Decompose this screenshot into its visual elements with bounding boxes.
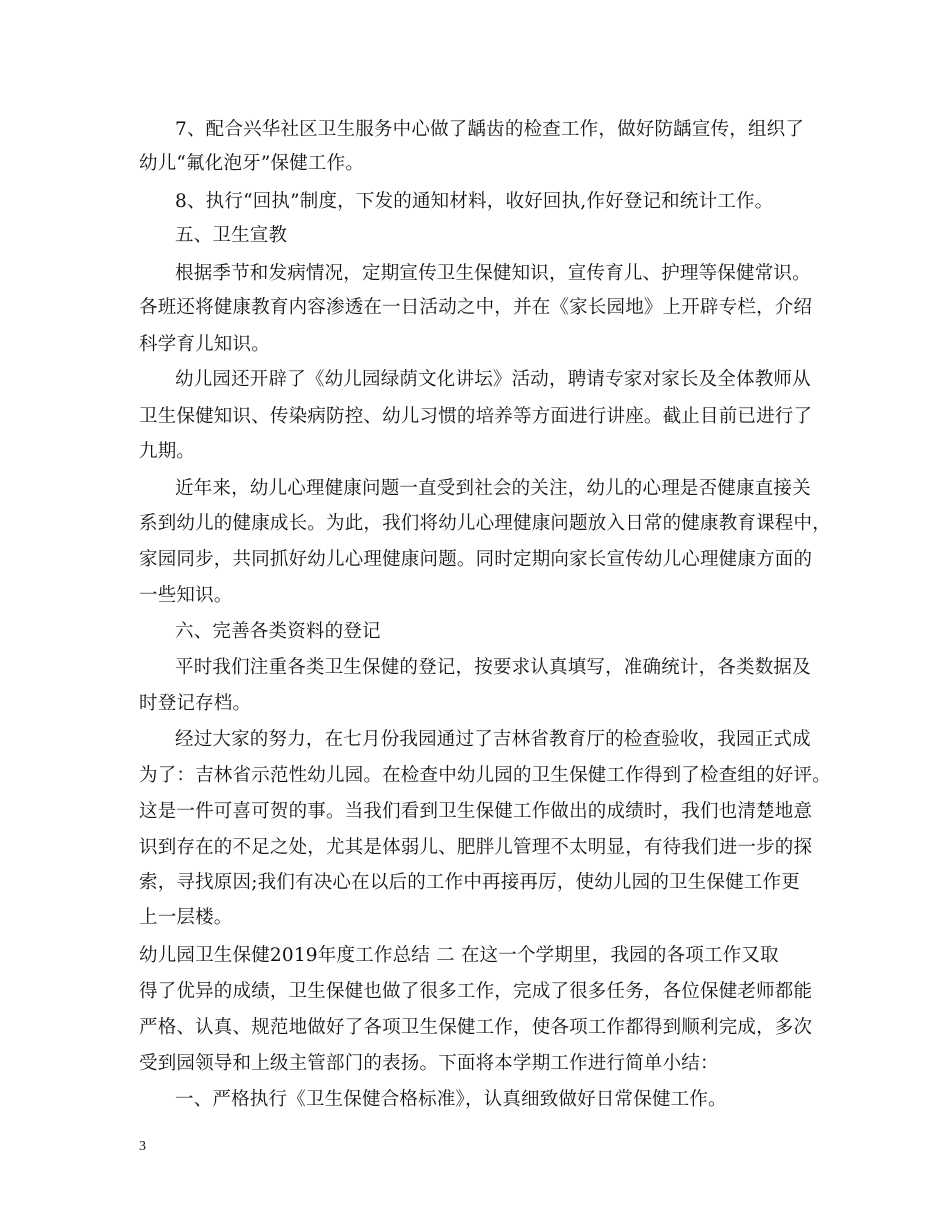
text-line: 根据季节和发病情况，定期宣传卫生保健知识，宣传育儿、护理等保健常识。 [175,263,811,284]
text-line: 科学育儿知识。 [139,334,270,355]
text-line: 8、执行“回执”制度，下发的通知材料，收好回执,作好登记和统计工作。 [175,191,774,212]
text-line: 幼儿园还开辟了《幼儿园绿荫文化讲坛》活动，聘请专家对家长及全体教师从 [175,369,811,390]
text-line: 上一层楼。 [139,907,233,928]
text-line: 一些知识。 [139,585,233,606]
text-line: 得了优异的成绩，卫生保健也做了很多工作，完成了很多任务，各位保健老师都能 [139,981,813,1002]
text-line: 索，寻找原因;我们有决心在以后的工作中再接再厉，使幼儿园的卫生保健工作更 [139,872,800,893]
text-line: 时登记存档。 [139,693,252,714]
text-line: 识到存在的不足之处，尤其是体弱儿、肥胖儿管理不太明显，有待我们进一步的探 [139,837,813,858]
document-title-line: 幼儿园卫生保健2019年度工作总结 二 在这一个学期里，我园的各项工作又取 [139,945,779,966]
text-line: 系到幼儿的健康成长。为此，我们将幼儿心理健康问题放入日常的健康教育课程中， [139,513,831,534]
text-line: 受到园领导和上级主管部门的表扬。下面将本学期工作进行简单小结： [139,1053,719,1074]
section-heading: 一、严格执行《卫生保健合格标准》，认真细致做好日常保健工作。 [175,1089,727,1110]
text-line: 平时我们注重各类卫生保健的登记，按要求认真填写，准确统计，各类数据及 [175,657,811,678]
section-heading: 五、卫生宣教 [175,225,288,246]
text-line: 经过大家的努力，在七月份我园通过了吉林省教育厅的检查验收，我园正式成 [175,729,811,750]
text-line: 幼儿“氟化泡牙”保健工作。 [139,153,365,174]
text-line: 7、配合兴华社区卫生服务中心做了龋齿的检查工作，做好防龋宣传，组织了 [175,119,805,140]
text-line: 近年来，幼儿心理健康问题一直受到社会的关注，幼儿的心理是否健康直接关 [175,478,811,499]
text-line: 为了：吉林省示范性幼儿园。在检查中幼儿园的卫生保健工作得到了检查组的好评。 [139,765,831,786]
text-line: 严格、认真、规范地做好了各项卫生保健工作，使各项工作都得到顺利完成，多次 [139,1017,813,1038]
section-heading: 六、完善各类资料的登记 [175,621,381,642]
text-line: 各班还将健康教育内容渗透在一日活动之中，并在《家长园地》上开辟专栏，介绍 [139,297,813,318]
text-line: 卫生保健知识、传染病防控、幼儿习惯的培养等方面进行讲座。截止目前已进行了 [139,406,813,427]
text-line: 家园同步，共同抓好幼儿心理健康问题。同时定期向家长宣传幼儿心理健康方面的 [139,549,813,570]
page-number: 3 [139,1139,146,1154]
text-line: 九期。 [139,441,196,462]
text-line: 这是一件可喜可贺的事。当我们看到卫生保健工作做出的成绩时，我们也清楚地意 [139,801,813,822]
